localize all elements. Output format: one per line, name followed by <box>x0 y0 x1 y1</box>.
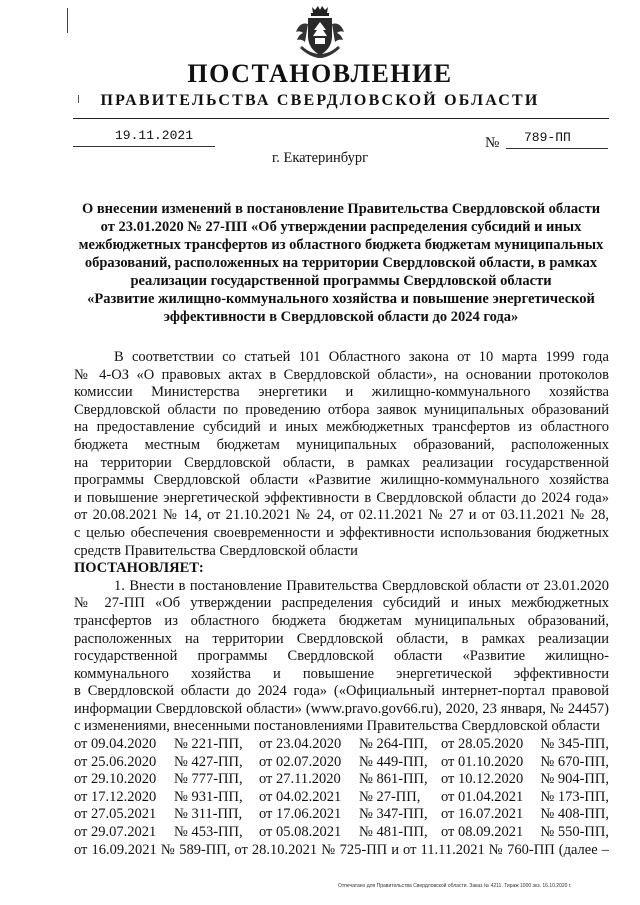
amendment-cell: № 670-ПП, <box>540 753 609 770</box>
resolves-heading: ПОСТАНОВЛЯЕТ: <box>74 560 204 577</box>
preamble-line: от 20.08.2021 № 14, от 21.10.2021 № 24, от 02.11.2021 № 27 и от 03.11.2021 № 28, <box>74 507 609 524</box>
item-line: 1. Внести в постановление Правительства Свердловской области от 23.01.2020 <box>114 577 609 594</box>
document-heading <box>74 200 608 326</box>
document-number: 789-ПП <box>524 130 571 145</box>
document-date: 19.11.2021 <box>115 128 194 143</box>
amendment-cell: № 550-ПП, <box>540 824 609 841</box>
preamble-line: на территории Свердловской области, в рамках реализации государственной <box>74 454 609 471</box>
amendment-cell: от 08.09.2021 <box>441 824 524 841</box>
amendment-cell: от 17.12.2020 <box>74 788 157 805</box>
amendment-cell: от 29.07.2021 <box>74 824 157 841</box>
amendment-cell: от 27.11.2020 <box>259 771 341 788</box>
amendment-cell: № 27-ПП, <box>359 788 421 805</box>
item-line: коммунального хозяйства и повышение энергетической эффективности <box>74 665 609 682</box>
heading-line: О внесении изменений в постановление Правительства Свердловской области <box>81 201 601 217</box>
amendment-cell: № 345-ПП, <box>540 736 609 753</box>
amendment-row <box>74 736 609 754</box>
item-line: в Свердловской области до 2024 года» («Официальный интернет-портал правовой <box>74 683 609 700</box>
heading-line: реализации государственной программы Свердловской области <box>130 273 552 289</box>
preamble-line: программы Свердловской области «Развитие жилищно-коммунального хозяйства <box>74 472 609 489</box>
amendments-table <box>74 736 609 842</box>
preamble-line: на предоставление субсидий и иных межбюджетных трансфертов из областного <box>74 419 609 436</box>
amendment-cell: № 311-ПП, <box>174 806 243 823</box>
amendment-cell: от 16.07.2021 <box>441 806 524 823</box>
amendment-cell: № 453-ПП, <box>174 824 243 841</box>
item-line: от 16.09.2021 № 589-ПП, от 28.10.2021 № 725-ПП и от 11.11.2021 № 760-ПП (далее – <box>74 841 609 858</box>
coat-of-arms-emblem <box>294 4 346 62</box>
number-sign: № <box>485 135 500 151</box>
issuer-name: ПРАВИТЕЛЬСТВА СВЕРДЛОВСКОЙ ОБЛАСТИ <box>100 92 540 109</box>
preamble-line: Свердловской области по проведению отбора заявок муниципальных образований <box>74 401 609 418</box>
amendment-cell: № 777-ПП, <box>174 771 243 788</box>
amendment-cell: от 27.05.2021 <box>74 806 157 823</box>
amendment-cell: № 173-ПП, <box>540 788 609 805</box>
amendment-cell: № 449-ПП, <box>359 753 428 770</box>
amendment-cell: № 904-ПП, <box>540 771 609 788</box>
amendment-row <box>74 771 609 789</box>
city-name: г. Екатеринбург <box>271 150 369 166</box>
amendment-cell: № 264-ПП, <box>359 736 428 753</box>
amendment-cell: № 481-ПП, <box>359 824 428 841</box>
amendment-row <box>74 824 609 842</box>
amendment-cell: № 861-ПП, <box>359 771 428 788</box>
preamble-line: бюджета местным бюджетам муниципальных образований, расположенных <box>74 436 609 453</box>
amendment-cell: от 25.06.2020 <box>74 753 157 770</box>
heading-line: образований, расположенных на территории Свердловской области, в рамках <box>84 255 598 271</box>
item-line: информации Свердловской области» (www.pravo.gov66.ru), 2020, 23 января, № 24457) <box>74 700 609 717</box>
amendment-cell: от 09.04.2020 <box>74 736 157 753</box>
amendment-row <box>74 789 609 807</box>
preamble-line: и повышение энергетической эффективности в Свердловской области до 2024 года» <box>74 489 609 506</box>
amendment-cell: № 221-ПП, <box>174 736 243 753</box>
heading-line: межбюджетных трансфертов из областного бюджета бюджетам муниципальных <box>78 237 604 253</box>
document-title: ПОСТАНОВЛЕНИЕ <box>187 59 453 88</box>
amendment-row <box>74 754 609 772</box>
number-underline <box>506 148 608 149</box>
preamble-line: комиссии Министерства энергетики и жилищно-коммунального хозяйства <box>74 384 609 401</box>
amendment-cell: от 29.10.2020 <box>74 771 157 788</box>
header-rule <box>73 118 609 119</box>
heading-line: эффективности в Свердловской области до 2024 года» <box>163 309 519 325</box>
heading-line: от 23.01.2020 № 27-ПП «Об утверждении распределения субсидий и иных <box>100 219 582 235</box>
amendment-cell: № 347-ПП, <box>359 806 428 823</box>
preamble-line: № 4-ОЗ «О правовых актах в Свердловской области», на основании протоколов <box>74 366 609 383</box>
amendment-cell: № 931-ПП, <box>174 788 243 805</box>
amendment-cell: от 01.04.2021 <box>441 788 524 805</box>
amendment-cell: от 28.05.2020 <box>441 736 524 753</box>
print-footer: Отпечатано для Правительства Свердловской области. Заказ № 4211. Тираж 1000 экз. 16.10.2020 г. <box>338 883 572 889</box>
amendment-cell: от 17.06.2021 <box>259 806 342 823</box>
amendment-cell: от 23.04.2020 <box>259 736 342 753</box>
amendment-cell: № 427-ПП, <box>174 753 243 770</box>
amendment-cell: от 10.12.2020 <box>441 771 524 788</box>
amendment-cell: от 05.08.2021 <box>259 824 342 841</box>
amendment-row <box>74 806 609 824</box>
item-line: государственной программы Свердловской области «Развитие жилищно- <box>74 648 609 665</box>
preamble-line: В соответствии со статьей 101 Областного закона от 10 марта 1999 года <box>114 349 609 365</box>
item-line: трансфертов из областного бюджета бюджетам муниципальных образований, <box>74 612 609 629</box>
date-underline <box>73 146 215 147</box>
amendment-cell: от 01.10.2020 <box>441 753 524 770</box>
item-line: с изменениями, внесенными постановлениями Правительства Свердловской области <box>74 718 600 735</box>
item-line: расположенных на территории Свердловской области, в рамках реализации <box>74 630 609 647</box>
heading-line: «Развитие жилищно-коммунального хозяйства и повышение энергетической <box>87 291 595 307</box>
amendment-cell: от 04.02.2021 <box>259 788 342 805</box>
item-line: № 27-ПП «Об утверждении распределения субсидий и иных межбюджетных <box>74 595 609 612</box>
preamble-line: с целью обеспечения своевременности и эффективности использования бюджетных <box>74 524 609 541</box>
amendment-cell: № 408-ПП, <box>540 806 609 823</box>
amendment-cell: от 02.07.2020 <box>259 753 342 770</box>
preamble-line: средств Правительства Свердловской области <box>74 542 358 559</box>
document-body <box>74 349 609 859</box>
margin-mark <box>67 8 68 33</box>
